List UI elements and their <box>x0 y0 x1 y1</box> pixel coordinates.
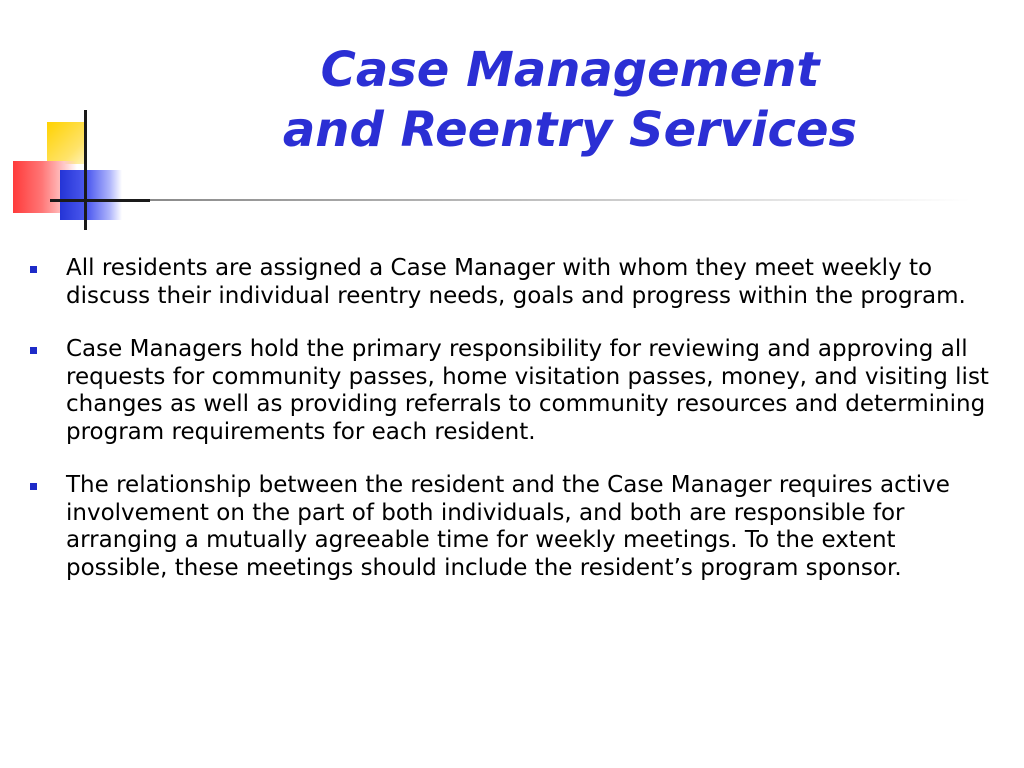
title-divider-line <box>150 199 970 201</box>
bullet-text: The relationship between the resident and the Case Manager requires active involvement on the part of both individuals, and both are responsible for arranging a mutually agreeable time for weekly meetings. To the extent possible, these meetings should include the resident’s program sponsor. <box>66 472 950 581</box>
yellow-square-shape <box>47 122 85 164</box>
slide-title-line-1: Case Management <box>320 42 820 98</box>
slide-title-line-2: and Reentry Services <box>282 102 858 158</box>
square-bullet-icon <box>30 347 37 354</box>
bullet-item <box>30 472 990 582</box>
bullet-list <box>30 255 990 608</box>
vertical-line-shape <box>84 110 87 230</box>
horizontal-line-shape <box>50 199 150 202</box>
decorative-logo-block <box>0 100 160 230</box>
blue-square-shape <box>60 170 122 220</box>
square-bullet-icon <box>30 266 37 273</box>
bullet-item <box>30 336 990 446</box>
bullet-text: All residents are assigned a Case Manager with whom they meet weekly to discuss their individual reentry needs, goals and progress within the program. <box>66 255 966 309</box>
bullet-item <box>30 255 990 310</box>
bullet-text: Case Managers hold the primary responsibility for reviewing and approving all requests for community passes, home visitation passes, money, and visiting list changes as well as providing referrals to community resources and determining program requirements for each resident. <box>66 336 989 445</box>
square-bullet-icon <box>30 483 37 490</box>
slide-title <box>160 40 980 160</box>
